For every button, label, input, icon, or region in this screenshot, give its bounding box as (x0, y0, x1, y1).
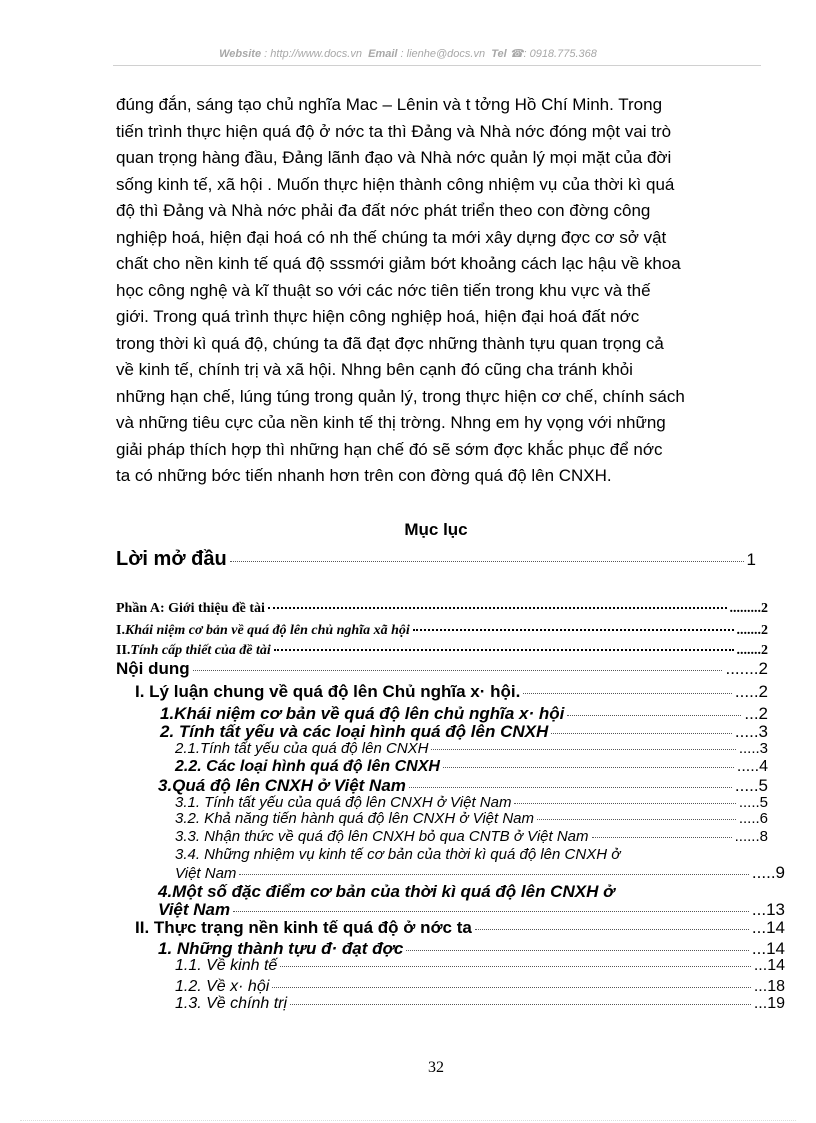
header-divider (113, 65, 761, 66)
toc-leader (551, 733, 732, 734)
paragraph-line: ta có những bớc tiến nhanh hơn trên con đờng quá độ lên CNXH. (116, 466, 612, 485)
toc-entry[interactable] (158, 901, 785, 918)
toc-entry-label: 2.2. Các loại hình quá độ lên CNXH (175, 758, 440, 775)
toc-entry[interactable] (116, 660, 768, 677)
page-number: 32 (428, 1059, 444, 1076)
toc-page: .....3 (734, 722, 768, 741)
toc-leader (274, 649, 734, 651)
toc-entry-label: Việt Nam (175, 865, 237, 882)
toc-entry[interactable] (135, 919, 785, 936)
toc-entry-line1[interactable]: 3.4. Những nhiệm vụ kinh tế cơ bản của thời kì quá độ lên CNXH ở (175, 846, 621, 863)
toc-entry-label: 1.2. Về x· hội (175, 978, 270, 995)
toc-page: ...2 (744, 704, 768, 723)
toc-leader (233, 911, 749, 912)
paragraph-line: nghiệp hoá, hiện đại hoá có nh thế chúng ta mới xây dựng đợc cơ sở vật (116, 227, 667, 247)
toc-page: .......2 (725, 659, 768, 678)
paragraph-line: chất cho nền kinh tế quá độ sssmới giảm bớt khoảng cách lạc hậu về khoa (116, 254, 681, 273)
paragraph-line: về kinh tế, chính trị và xã hội. Nhng bên cạnh đó cũng cha tránh khỏi (116, 360, 633, 379)
toc-entry[interactable] (175, 811, 768, 826)
tel-label: Tel (491, 48, 507, 60)
toc-entry-label: 2.1.Tính tất yếu của quá độ lên CNXH (175, 740, 429, 757)
toc-leader (431, 749, 735, 750)
toc-leader (592, 837, 732, 838)
toc-entry-label: Phần A: Giới thiệu đề tài (116, 601, 265, 616)
toc-page: .......2 (736, 623, 768, 638)
toc-entry-label: 3.1. Tính tất yếu của quá độ lên CNXH ở Việt Nam (175, 794, 512, 811)
tel-number: ☎: 0918.775.368 (509, 48, 597, 60)
toc-leader (443, 767, 734, 768)
toc-entry-label: 2. Tính tất yếu và các loại hình quá độ lên CNXH (160, 722, 549, 741)
toc-leader (409, 787, 732, 788)
toc-page: .....4 (736, 758, 768, 775)
toc-entry-label: Nội dung (116, 659, 190, 678)
website-url: : http://www.docs.vn (264, 48, 362, 60)
toc-entry[interactable] (158, 777, 768, 794)
paragraph-line: học công nghệ và kĩ thuật so với các nớc tiên tiến trong khu vực và thế (116, 280, 651, 300)
toc-entry[interactable] (116, 623, 768, 639)
toc-entry-label: 3.3. Nhận thức về quá độ lên CNXH bỏ qua CNTB ở Việt Nam (175, 828, 589, 845)
toc-entry[interactable] (116, 601, 768, 617)
toc-entry[interactable] (116, 643, 768, 659)
paragraph-line: độ thì Đảng và Nhà nớc phải đa đất nớc phát triển theo con đờng công (116, 201, 651, 220)
toc-entry[interactable] (158, 940, 785, 957)
toc-page: ...14 (751, 939, 785, 958)
toc-entry[interactable] (160, 723, 768, 740)
toc-entry-prefix: II. (116, 643, 131, 658)
paragraph-line: đúng đắn, sáng tạo chủ nghĩa Mac – Lênin và t tởng Hồ Chí Minh. Trong (116, 95, 663, 114)
toc-entry-label: Lời mở đầu (116, 548, 227, 570)
toc-entry-label: Tính cấp thiết của đề tài (130, 643, 271, 658)
toc-leader (406, 950, 749, 951)
toc-page: ......8 (734, 828, 768, 845)
toc-entry[interactable] (175, 741, 768, 756)
toc-leader (523, 693, 732, 694)
toc-page: ...18 (753, 978, 785, 995)
toc-page: .....9 (751, 863, 785, 882)
toc-entry-prefix: I. (116, 623, 125, 638)
toc-leader (290, 1004, 751, 1005)
toc-page: .....3 (738, 740, 768, 757)
toc-page: .....6 (738, 810, 768, 827)
toc-leader (475, 929, 749, 930)
toc-entry[interactable] (175, 996, 785, 1012)
toc-page: ...13 (751, 900, 785, 919)
toc-entry[interactable] (175, 829, 768, 844)
paragraph-line: sống kinh tế, xã hội . Muốn thực hiện thành công nhiệm vụ của thời kì quá (116, 174, 675, 194)
toc-page: .....5 (738, 794, 768, 811)
paragraph-line: những hạn chế, lúng túng trong quản lý, trong thực hiện cơ chế, chính sách (116, 386, 685, 406)
toc-leader (567, 715, 741, 716)
toc-entry-line1[interactable]: 4.Một số đặc điểm cơ bản của thời kì quá độ lên CNXH ở (158, 882, 615, 901)
paragraph-line: tiến trình thực hiện quá độ ở nớc ta thì Đảng và Nhà nớc đóng một vai trò (116, 121, 672, 141)
email-label: Email (368, 48, 398, 60)
toc-leader (514, 803, 735, 804)
toc-entry-label: Khái niệm cơ bản về quá độ lên chủ nghĩa xã hội (124, 623, 410, 638)
toc-leader (193, 670, 723, 671)
toc-entry[interactable] (175, 759, 768, 775)
paragraph-line: quan trọng hàng đầu, Đảng lãnh đạo và Nhà nớc quản lý mọi mặt của đời (116, 148, 672, 167)
toc-page: .....5 (734, 776, 768, 795)
toc-leader (272, 987, 751, 988)
toc-leader (413, 629, 734, 631)
toc-entry-label: 1. Những thành tựu đ· đạt đợc (158, 939, 404, 958)
paragraph-line: giới. Trong quá trình thực hiện công nghiệp hoá, hiện đại hoá đất nớc (116, 307, 640, 326)
toc-entry-label: 3.2. Khả năng tiến hành quá độ lên CNXH ở Việt Nam (175, 810, 535, 827)
toc-entry-label: II. Thực trạng nền kinh tế quá độ ở nớc ta (135, 918, 472, 937)
toc-entry[interactable] (175, 958, 785, 974)
toc-leader (537, 819, 736, 820)
toc-entry-label: 1.3. Về chính trị (175, 995, 288, 1012)
footer-divider (20, 1120, 796, 1121)
paragraph-line: giải pháp thích hợp thì những hạn chế đó sẽ sớm đợc khắc phục để nớc (116, 439, 663, 459)
toc-entry[interactable] (175, 795, 768, 810)
email-address: : lienhe@docs.vn (400, 48, 486, 60)
toc-entry-label: 1.1. Về kinh tế (175, 957, 278, 974)
toc-leader (268, 607, 727, 609)
toc-entry[interactable] (160, 705, 768, 722)
toc-entry[interactable] (135, 683, 768, 700)
toc-entry[interactable] (175, 979, 785, 995)
page-header (0, 47, 816, 60)
toc-entry-label: 1.Khái niệm cơ bản về quá độ lên chủ nghĩa x· hội (160, 704, 565, 723)
body-paragraph (116, 92, 756, 490)
paragraph-line: trong thời kì quá độ, chúng ta đã đạt đợc những thành tựu quan trọng cả (116, 333, 664, 353)
toc-page: .....2 (734, 682, 768, 701)
toc-entry-label: 3.Quá độ lên CNXH ở Việt Nam (158, 776, 406, 795)
toc-page: ...14 (753, 957, 785, 974)
toc-page: .......2 (736, 643, 768, 658)
toc-entry[interactable] (175, 865, 785, 881)
toc-entry-label: I. Lý luận chung về quá độ lên Chủ nghĩa x· hội. (135, 682, 521, 701)
toc-leader (230, 561, 744, 562)
toc-page: .........2 (729, 601, 768, 616)
website-label: Website (219, 48, 262, 60)
toc-title: Mục lục (404, 520, 468, 539)
paragraph-line: và những tiêu cực của nền kinh tế thị trờng. Nhng em hy vọng với những (116, 413, 666, 432)
toc-page: ...14 (751, 918, 785, 937)
toc-page: 1 (746, 550, 756, 569)
toc-entry-label: Việt Nam (158, 900, 231, 919)
toc-leader (239, 874, 749, 875)
toc-entry[interactable] (116, 548, 756, 571)
toc-page: ...19 (753, 995, 785, 1012)
toc-leader (280, 966, 751, 967)
